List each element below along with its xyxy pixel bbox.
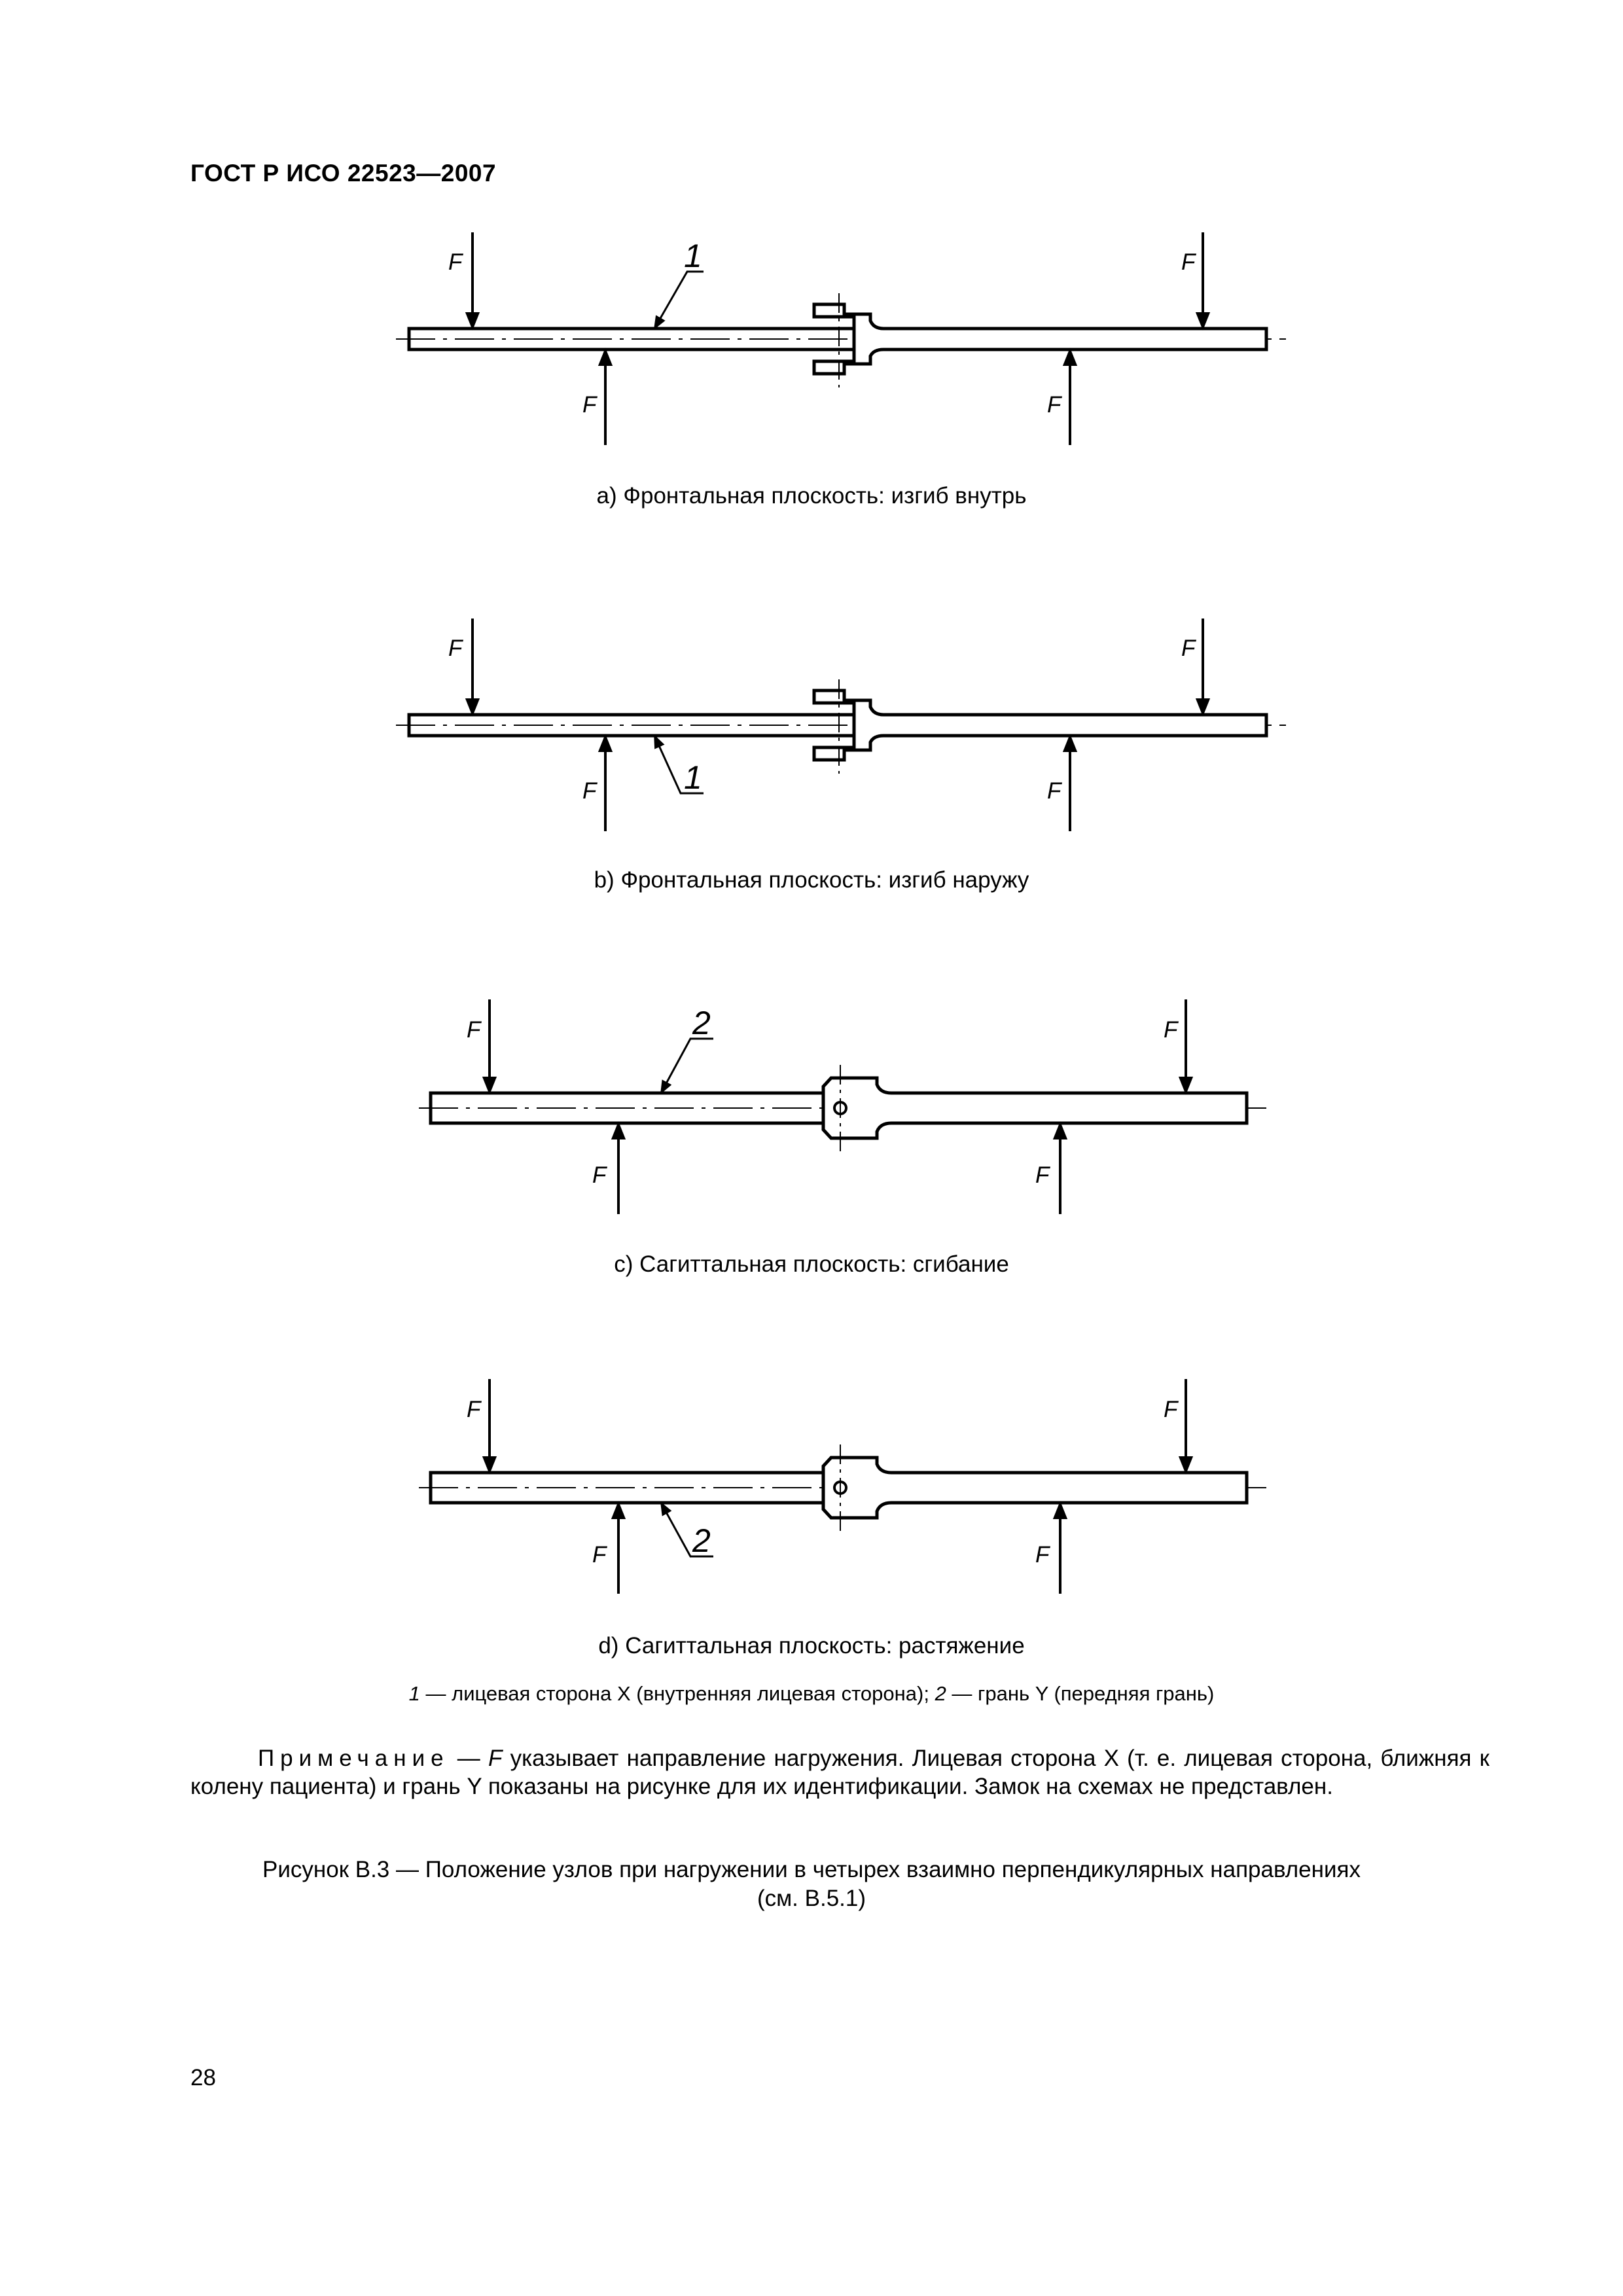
force-label: F [1181,636,1196,661]
callout-number: 1 [684,759,702,796]
joint-fork [814,691,1266,760]
note-dash: — [449,1746,488,1771]
force-label: F [1047,778,1061,804]
legend-text: — лицевая сторона X (внутренняя лицевая сторона); [419,1682,935,1705]
note-paragraph [190,1744,1489,1801]
document-header: ГОСТ Р ИСО 22523—2007 [190,160,497,187]
figure-legend [0,1682,1623,1706]
figure-a-diagram [0,216,1623,458]
force-label: F [592,1162,607,1188]
figure-title-line: Рисунок В.3 — Положение узлов при нагружении в четырех взаимно перпендикулярных направлениях [262,1857,1361,1882]
figure-title-line: (см. В.5.1) [757,1886,866,1911]
figure-a-caption: a) Фронтальная плоскость: изгиб внутрь [596,483,1027,509]
figure-d-caption: d) Сагиттальная плоскость: растяжение [598,1633,1025,1659]
force-label: F [592,1542,607,1568]
note-lead: Примечание [258,1746,450,1771]
legend-text: — грань Y (передняя грань) [946,1682,1215,1705]
force-label: F [1047,392,1061,418]
figure-c-caption: c) Сагиттальная плоскость: сгибание [614,1251,1009,1277]
callout-number: 1 [684,238,702,274]
note-variable: F [488,1746,503,1771]
page-number: 28 [190,2065,216,2090]
force-label: F [1035,1162,1050,1188]
callout-leader [661,1039,713,1093]
force-label: F [1164,1397,1178,1422]
callout-number: 2 [692,1522,711,1559]
joint-body [823,1458,1247,1518]
force-label: F [1181,249,1196,275]
force-label: F [1164,1017,1178,1043]
note-text: указывает направление нагружения. Лицевая сторона X (т. е. лицевая сторона, ближняя к колену пациента) и грань Y показаны на рисунке для их идентификации. Замок на схемах не представлен. [190,1746,1489,1799]
force-label: F [467,1017,481,1043]
figure-title [0,1856,1623,1913]
force-label: F [467,1397,481,1422]
force-label: F [1035,1542,1050,1568]
callout-leader [654,272,704,329]
joint-fork [814,304,1266,374]
force-label: F [448,249,463,275]
figure-d-diagram [0,1371,1623,1613]
force-label: F [582,392,597,418]
force-label: F [582,778,597,804]
callout-number: 2 [692,1005,711,1041]
legend-number: 1 [408,1682,420,1705]
force-label: F [448,636,463,661]
figure-c-diagram [0,992,1623,1234]
joint-body [823,1078,1247,1138]
figure-b-diagram [0,602,1623,844]
legend-number: 2 [935,1682,946,1705]
figure-b-caption: b) Фронтальная плоскость: изгиб наружу [594,867,1029,893]
